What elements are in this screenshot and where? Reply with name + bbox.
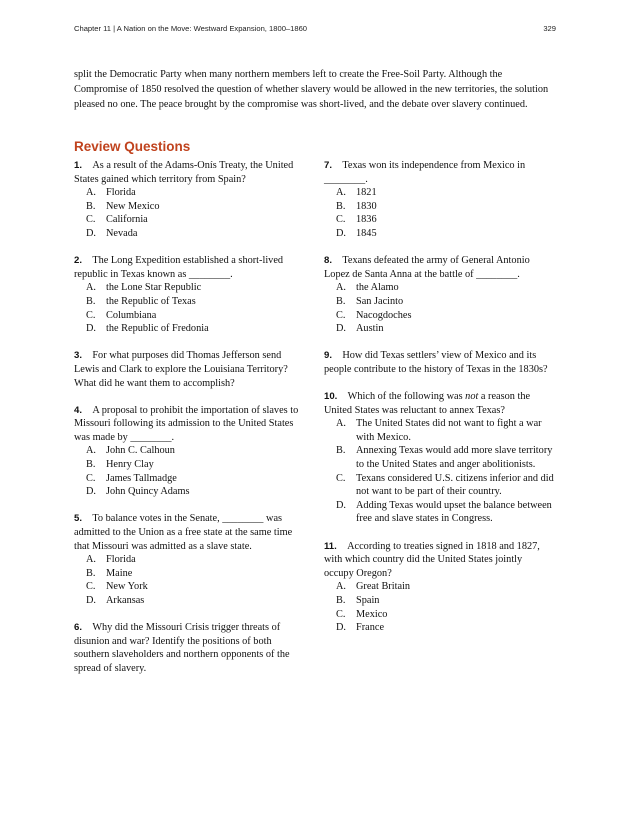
option-text: Austin bbox=[356, 323, 384, 335]
answer-option bbox=[324, 580, 554, 594]
question-stem bbox=[74, 512, 304, 553]
question-number: 3. bbox=[74, 350, 83, 362]
question-item bbox=[324, 159, 554, 241]
answer-options bbox=[74, 186, 304, 240]
answer-option bbox=[324, 322, 554, 336]
question-item bbox=[74, 404, 304, 499]
option-text: the Alamo bbox=[356, 282, 399, 294]
question-text: Texans defeated the army of General Antonio Lopez de Santa Anna at the battle of ________. bbox=[324, 255, 530, 280]
option-text: Henry Clay bbox=[106, 459, 154, 471]
question-number: 11. bbox=[324, 540, 337, 552]
answer-option bbox=[324, 200, 554, 214]
question-item bbox=[74, 254, 304, 336]
question-stem bbox=[74, 159, 304, 186]
chapter-title: Chapter 11 | A Nation on the Move: Westward Expansion, 1800–1860 bbox=[74, 24, 308, 33]
answer-option bbox=[74, 200, 304, 214]
option-text: Nacogdoches bbox=[356, 309, 412, 321]
answer-option bbox=[324, 499, 554, 526]
option-text: The United States did not want to fight a war with Mexico. bbox=[356, 418, 542, 443]
question-number: 2. bbox=[74, 255, 83, 267]
question-text: Texas won its independence from Mexico in ________. bbox=[324, 160, 526, 185]
option-text: the Lone Star Republic bbox=[106, 282, 202, 294]
answer-options bbox=[324, 580, 554, 634]
answer-options bbox=[74, 281, 304, 335]
question-item bbox=[74, 512, 304, 607]
right-column bbox=[324, 159, 554, 648]
option-letter: A. bbox=[336, 282, 347, 294]
option-letter: A. bbox=[336, 187, 347, 199]
option-text: 1830 bbox=[356, 200, 377, 212]
option-text: Arkansas bbox=[106, 595, 145, 606]
intro-paragraph: split the Democratic Party when many northern members left to create the Free-Soil Party. Although the Compromise of 1850 resolved the question of whether slavery would be allowed in the new territories, the solution pleased no one. The peace brought by the compromise was short-lived, and the debate over slavery continued. bbox=[74, 69, 549, 111]
answer-option bbox=[324, 227, 554, 241]
answer-option bbox=[74, 227, 304, 241]
option-letter: D. bbox=[336, 622, 347, 634]
answer-option bbox=[324, 608, 554, 622]
option-letter: B. bbox=[86, 200, 96, 212]
option-letter: B. bbox=[336, 200, 346, 212]
question-text: To balance votes in the Senate, ________ was admitted to the Union as a free state at the same time that Missouri was admitted as a slave state. bbox=[74, 513, 293, 552]
question-number: 7. bbox=[324, 160, 333, 171]
question-number: 8. bbox=[324, 255, 333, 267]
option-text: Annexing Texas would add more slave territory to the United States and anger abolitionists. bbox=[356, 445, 553, 471]
option-text: Great Britain bbox=[356, 581, 411, 593]
option-letter: C. bbox=[336, 214, 346, 226]
option-letter: D. bbox=[336, 499, 347, 511]
answer-option bbox=[324, 213, 554, 227]
option-text: New York bbox=[106, 581, 148, 593]
option-text: California bbox=[106, 214, 148, 226]
question-number: 5. bbox=[74, 513, 83, 525]
option-letter: B. bbox=[336, 445, 346, 457]
answer-option bbox=[324, 281, 554, 295]
page-number: 329 bbox=[543, 24, 556, 33]
option-letter: B. bbox=[336, 595, 346, 606]
option-text: 1836 bbox=[356, 214, 377, 226]
question-stem bbox=[324, 254, 554, 281]
option-text: Nevada bbox=[106, 227, 138, 239]
option-letter: B. bbox=[86, 459, 96, 471]
question-text: Why did the Missouri Crisis trigger threats of disunion and war? Identify the positions of both southern slaveholders and northern opponents of the spread of slavery. bbox=[74, 622, 290, 674]
option-text: Spain bbox=[356, 595, 380, 606]
answer-option bbox=[74, 186, 304, 200]
answer-option bbox=[324, 444, 554, 471]
option-letter: D. bbox=[86, 323, 97, 335]
question-item bbox=[74, 349, 304, 390]
option-text: Florida bbox=[106, 554, 136, 566]
answer-option bbox=[74, 485, 304, 499]
question-number: 10. bbox=[324, 391, 338, 403]
answer-option bbox=[74, 281, 304, 295]
question-stem bbox=[324, 540, 554, 581]
option-letter: D. bbox=[336, 227, 347, 239]
answer-option bbox=[74, 594, 304, 608]
option-letter: D. bbox=[86, 486, 97, 498]
answer-option bbox=[324, 295, 554, 309]
question-stem bbox=[74, 254, 304, 281]
question-stem bbox=[324, 390, 554, 417]
answer-options bbox=[324, 281, 554, 335]
answer-option bbox=[74, 309, 304, 323]
question-stem bbox=[324, 349, 554, 376]
option-text: James Tallmadge bbox=[106, 472, 177, 484]
question-item bbox=[324, 540, 554, 635]
question-text: According to treaties signed in 1818 and 1827, with which country did the United States jointly occupy Oregon? bbox=[324, 540, 540, 579]
question-text: How did Texas settlers’ view of Mexico and its people contribute to the history of Texas in the 1830s? bbox=[324, 350, 548, 375]
question-text: For what purposes did Thomas Jefferson send Lewis and Clark to explore the Louisiana Territory? What did he want them to accomplish? bbox=[74, 350, 288, 389]
option-text: Florida bbox=[106, 187, 136, 199]
answer-option bbox=[324, 309, 554, 323]
option-letter: B. bbox=[86, 295, 96, 307]
option-text: Maine bbox=[106, 567, 133, 579]
question-emphasis: not bbox=[465, 391, 479, 403]
answer-option bbox=[74, 295, 304, 309]
option-letter: D. bbox=[86, 227, 97, 239]
question-text: The Long Expedition established a short-lived republic in Texas known as ________. bbox=[74, 255, 284, 280]
option-text: New Mexico bbox=[106, 200, 160, 212]
option-letter: B. bbox=[86, 567, 96, 579]
option-text: the Republic of Texas bbox=[106, 295, 196, 307]
question-stem bbox=[74, 349, 304, 390]
option-letter: C. bbox=[86, 309, 96, 321]
option-text: France bbox=[356, 622, 385, 634]
answer-options bbox=[74, 553, 304, 607]
question-text-post: a reason the United States was reluctant to annex Texas? bbox=[324, 391, 531, 416]
answer-option bbox=[74, 444, 304, 458]
option-text: Mexico bbox=[356, 608, 388, 620]
question-number: 4. bbox=[74, 404, 83, 416]
question-item bbox=[324, 349, 554, 376]
question-stem bbox=[324, 159, 554, 186]
question-number: 9. bbox=[324, 350, 333, 362]
section-title: Review Questions bbox=[74, 139, 191, 154]
answer-option bbox=[324, 417, 554, 444]
answer-option bbox=[324, 594, 554, 608]
answer-option bbox=[74, 567, 304, 581]
question-number: 6. bbox=[74, 622, 83, 634]
option-letter: C. bbox=[336, 309, 346, 321]
left-column bbox=[74, 159, 304, 689]
question-text-pre: Which of the following was bbox=[347, 391, 466, 403]
option-text: the Republic of Fredonia bbox=[106, 323, 209, 335]
option-text: John C. Calhoun bbox=[106, 445, 175, 457]
option-letter: D. bbox=[336, 323, 347, 335]
answer-option bbox=[324, 186, 554, 200]
answer-options bbox=[74, 444, 304, 498]
option-text: Columbiana bbox=[106, 309, 157, 321]
answer-options bbox=[324, 186, 554, 240]
question-item bbox=[74, 159, 304, 241]
option-text: 1845 bbox=[356, 227, 377, 239]
option-letter: C. bbox=[336, 608, 346, 620]
answer-option bbox=[74, 458, 304, 472]
option-text: Adding Texas would upset the balance between free and slave states in Congress. bbox=[356, 499, 552, 525]
running-header bbox=[74, 24, 556, 33]
question-stem bbox=[74, 621, 304, 675]
option-letter: B. bbox=[336, 295, 346, 307]
question-item bbox=[324, 390, 554, 526]
question-number: 1. bbox=[74, 160, 83, 171]
answer-options bbox=[324, 417, 554, 526]
option-letter: A. bbox=[86, 554, 97, 566]
option-letter: D. bbox=[86, 595, 97, 606]
option-text: 1821 bbox=[356, 187, 377, 199]
option-letter: A. bbox=[336, 418, 347, 430]
question-item bbox=[324, 254, 554, 336]
option-letter: C. bbox=[86, 214, 96, 226]
answer-option bbox=[74, 472, 304, 486]
answer-option bbox=[74, 322, 304, 336]
answer-option bbox=[324, 621, 554, 635]
question-text: A proposal to prohibit the importation of slaves to Missouri following its admission to the United States was made by ________. bbox=[74, 404, 299, 443]
option-letter: A. bbox=[336, 581, 347, 593]
option-text: Texans considered U.S. citizens inferior and did not want to be part of their country. bbox=[356, 472, 554, 498]
option-text: San Jacinto bbox=[356, 295, 404, 307]
question-text: As a result of the Adams-Onís Treaty, the United States gained which territory from Spain? bbox=[74, 160, 294, 185]
option-letter: A. bbox=[86, 445, 97, 457]
option-letter: A. bbox=[86, 282, 97, 294]
option-letter: C. bbox=[86, 581, 96, 593]
question-stem bbox=[74, 404, 304, 445]
answer-option bbox=[74, 580, 304, 594]
question-item bbox=[74, 621, 304, 675]
option-text: John Quincy Adams bbox=[106, 486, 190, 498]
answer-option bbox=[74, 213, 304, 227]
option-letter: A. bbox=[86, 187, 97, 199]
option-letter: C. bbox=[86, 472, 96, 484]
answer-option bbox=[324, 472, 554, 499]
option-letter: C. bbox=[336, 472, 346, 484]
answer-option bbox=[74, 553, 304, 567]
